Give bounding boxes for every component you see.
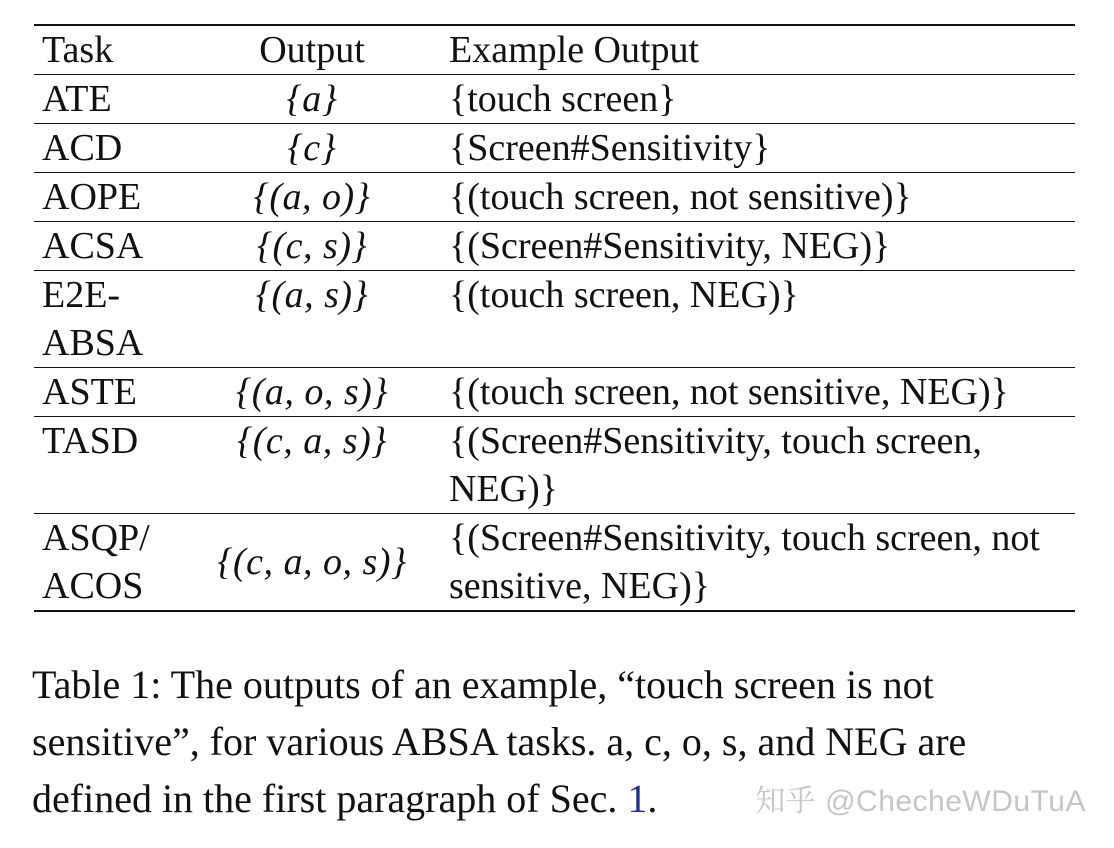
task-cell: ASQP/ ACOS (42, 517, 150, 607)
table-row (34, 124, 1075, 173)
table-row (34, 75, 1075, 124)
task-cell: ACSA (42, 225, 144, 267)
task-cell: ATE (42, 78, 112, 120)
caption-end: . (647, 776, 658, 821)
watermark: 知乎 @ChecheWDuTuA (755, 785, 1086, 818)
example-cell: {(touch screen, NEG)} (449, 274, 799, 316)
table-row (34, 417, 1075, 514)
results-table-container (34, 24, 1075, 612)
header-output: Output (259, 29, 365, 71)
example-cell: {(touch screen, not sensitive, NEG)} (449, 371, 1009, 413)
table-row (34, 222, 1075, 271)
task-cell: TASD (42, 420, 139, 462)
output-cell: {(a, s)} (255, 274, 369, 316)
example-cell: {(Screen#Sensitivity, touch screen, not sensitive, NEG)} (449, 517, 1040, 607)
table-row (34, 368, 1075, 417)
table-row (34, 514, 1075, 612)
caption-text: Table 1: The outputs of an example, “touch screen is not sensitive”, for various ABSA tasks. a, c, o, s, and NEG are defined in the first paragraph of Sec. (32, 662, 967, 821)
header-example-output: Example Output (449, 29, 700, 71)
output-cell: {(c, s)} (256, 225, 368, 267)
task-cell: AOPE (42, 176, 142, 218)
absa-tasks-table (34, 24, 1075, 612)
output-cell: {(a, o, s)} (236, 371, 388, 413)
task-cell: ACD (42, 127, 123, 169)
table-row (34, 271, 1075, 368)
output-cell: {a} (286, 78, 338, 120)
example-cell: {(Screen#Sensitivity, touch screen, NEG)} (449, 420, 982, 510)
example-cell: {(Screen#Sensitivity, NEG)} (449, 225, 891, 267)
table-header-row (34, 25, 1075, 75)
section-reference-link[interactable]: 1 (627, 776, 648, 821)
example-cell: {touch screen} (449, 78, 677, 120)
example-cell: {Screen#Sensitivity} (449, 127, 771, 169)
output-cell: {(c, a, o, s)} (217, 541, 407, 583)
task-cell: ASTE (42, 371, 137, 413)
output-cell: {(c, a, s)} (237, 420, 387, 462)
header-task: Task (42, 29, 114, 71)
table-row (34, 173, 1075, 222)
task-cell: E2E-ABSA (42, 274, 144, 364)
output-cell: {c} (287, 127, 337, 169)
example-cell: {(touch screen, not sensitive)} (449, 176, 912, 218)
output-cell: {(a, o)} (253, 176, 371, 218)
